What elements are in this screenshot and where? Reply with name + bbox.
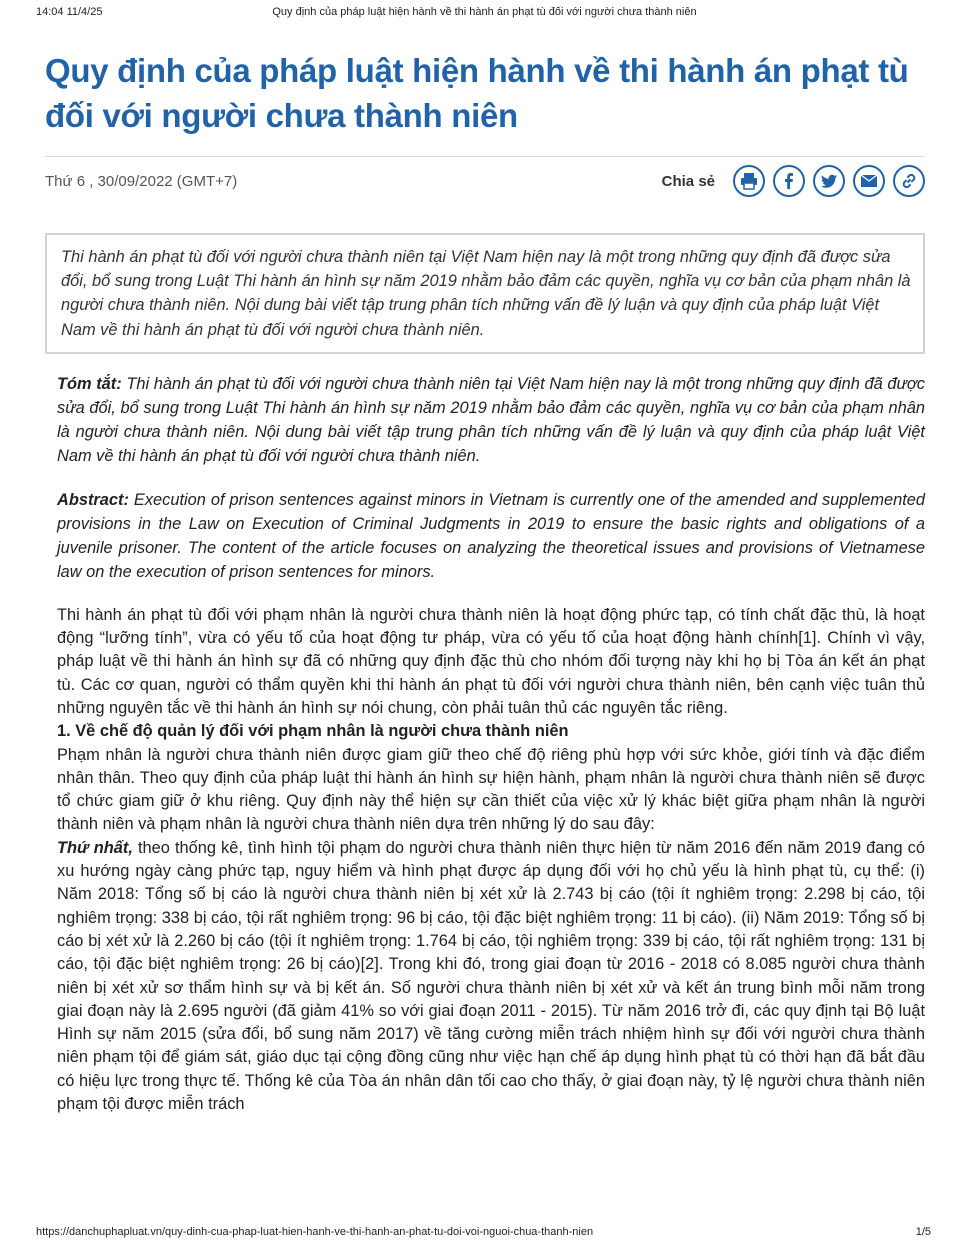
twitter-icon xyxy=(819,171,839,191)
article-title: Quy định của pháp luật hiện hành về thi hành án phạt tù đối với người chưa thành niên xyxy=(45,52,909,134)
print-icon xyxy=(739,171,759,191)
first-point-text: theo thống kê, tình hình tội phạm do người chưa thành niên thực hiện từ năm 2016 đến năm 2019 đang có xu hướng ngày càng phức tạp, nguy hiểm và hình phạt được áp dụng đối với họ chủ yếu là hình phạt tù, cụ thể: (i) Năm 2018: Tổng số bị cáo là người chưa thành niên bị xét xử là 2.743 bị cáo (tội ít nghiêm trọng: 2.298 bị cáo, tội nghiêm trọng: 338 bị cáo, tội rất nghiêm trọng: 96 bị cáo, tội đặc biệt nghiêm trọng: 11 bị cáo). (ii) Năm 2019: Tổng số bị cáo bị xét xử là 2.260 bị cáo (tội ít nghiêm trọng: 1.764 bị cáo, tội nghiêm trọng: 339 bị cáo, tội rất nghiêm trọng: 131 bị cáo, tội đặc biệt nghiêm trọng: 26 bị cáo)[2]. Trong khi đó, trong giai đoạn từ 2016 - 2018 có 8.085 người chưa thành niên bị xét xử sơ thẩm hình sự và bị kết án. Số người chưa thành niên bị xét xử và kết án trung bình mỗi năm trong giai đoạn này là 2.695 người (đã giảm 41% so với giai đoạn 2011 - 2015). Từ năm 2016 trở đi, các quy định tại Bộ luật Hình sự năm 2015 (sửa đổi, bổ sung năm 2017) về tăng cường miễn trách nhiệm hình sự đối với người chưa thành niên phạm tội để giám sát, giáo dục tại cộng đồng cũng như việc hạn chế áp dụng hình phạt tù có thời hạn đã bắt đầu có hiệu lực trong thực tế. Thống kê của Tòa án nhân dân tối cao cho thấy, ở giai đoạn này, tỷ lệ người chưa thành niên phạm tội được miễn trách xyxy=(57,838,925,1114)
summary-text: Thi hành án phạt tù đối với người chưa thành niên tại Việt Nam hiện nay là một trong những quy định đã được sửa đổi, bổ sung trong Luật Thi hành án hình sự năm 2019 nhằm bảo đảm các quyền, nghĩa vụ cơ bản của phạm nhân là người chưa thành niên. Nội dung bài viết tập trung phân tích những vấn đề lý luận và quy định của pháp luật Việt Nam về thi hành án phạt tù đối với người chưa thành niên. xyxy=(57,374,925,465)
print-datetime: 14:04 11/4/25 xyxy=(36,6,103,18)
share-label: Chia sẻ xyxy=(661,172,715,190)
abstract-label: Abstract: xyxy=(57,490,129,509)
facebook-icon xyxy=(779,171,799,191)
twitter-share-button[interactable] xyxy=(813,165,845,197)
link-icon xyxy=(899,171,919,191)
section-1-paragraph: Phạm nhân là người chưa thành niên được giam giữ theo chế độ riêng phù hợp với sức khỏe, giới tính và đặc điểm nhân thân. Theo quy định của pháp luật thi hành án hình sự hiện hành, phạm nhân là người chưa thành niên sẽ được tổ chức giam giữ ở khu riêng. Quy định này thể hiện sự cần thiết của việc xử lý khác biệt giữa phạm nhân là người thành niên và phạm nhân là người chưa thành niên dựa trên những lý do sau đây: xyxy=(57,745,925,834)
print-header xyxy=(0,6,969,22)
facebook-share-button[interactable] xyxy=(773,165,805,197)
section-heading: 1. Về chế độ quản lý đối với phạm nhân là người chưa thành niên xyxy=(57,722,569,741)
article xyxy=(45,48,925,1116)
print-page-number: 1/5 xyxy=(915,1226,931,1238)
abstract-paragraph xyxy=(57,488,925,584)
email-icon xyxy=(859,171,879,191)
copy-link-button[interactable] xyxy=(893,165,925,197)
article-body xyxy=(57,604,925,1117)
email-share-button[interactable] xyxy=(853,165,885,197)
abstract-text: Execution of prison sentences against minors in Vietnam is currently one of the amended and supplemented provisions in the Law on Execution of Criminal Judgments in 2019 to ensure the basic rights and obligations of a juvenile prisoner. The content of the article focuses on analyzing the theoretical issues and provisions of Vietnamese law on the execution of prison sentences for minors. xyxy=(57,490,925,581)
summary-paragraph xyxy=(57,372,925,468)
share-bar xyxy=(662,165,925,197)
article-meta xyxy=(45,156,925,215)
print-url: https://danchuphapluat.vn/quy-dinh-cua-phap-luat-hien-hanh-ve-thi-hanh-an-phat-tu-doi-voi-nguoi-chua-thanh-nien xyxy=(36,1226,594,1238)
first-point-label: Thứ nhất, xyxy=(57,838,133,857)
first-point-paragraph xyxy=(57,837,925,1117)
print-footer xyxy=(0,1226,969,1242)
summary-label: Tóm tắt: xyxy=(57,374,122,393)
article-sapo: Thi hành án phạt tù đối với người chưa thành niên tại Việt Nam hiện nay là một trong những quy định đã được sửa đổi, bổ sung trong Luật Thi hành án hình sự năm 2019 nhằm bảo đảm các quyền, nghĩa vụ cơ bản của phạm nhân là người chưa thành niên. Nội dung bài viết tập trung phân tích những vấn đề lý luận và quy định của pháp luật Việt Nam về thi hành án phạt tù đối với người chưa thành niên. xyxy=(45,233,925,354)
intro-paragraph: Thi hành án phạt tù đối với phạm nhân là người chưa thành niên là hoạt động phức tạp, có tính chất đặc thù, là hoạt động “lưỡng tính”, vừa có yếu tố của hoạt động tư pháp, vừa có yếu tố của hoạt động hành chính[1]. Chính vì vậy, pháp luật về thi hành án hình sự đã có những quy định đặc thù cho nhóm đối tượng này khi họ bị Tòa án kết án phạt tù. Các cơ quan, người có thẩm quyền khi thi hành án phạt tù đối với người chưa thành niên, bên cạnh việc tuân thủ những nguyên tắc về thi hành án hình sự nói chung, còn phải tuân thủ các nguyên tắc riêng. xyxy=(57,605,925,717)
print-button[interactable] xyxy=(733,165,765,197)
print-page-title: Quy định của pháp luật hiện hành về thi hành án phạt tù đối với người chưa thành niên xyxy=(272,6,697,18)
article-date: Thứ 6 , 30/09/2022 (GMT+7) xyxy=(45,173,238,190)
